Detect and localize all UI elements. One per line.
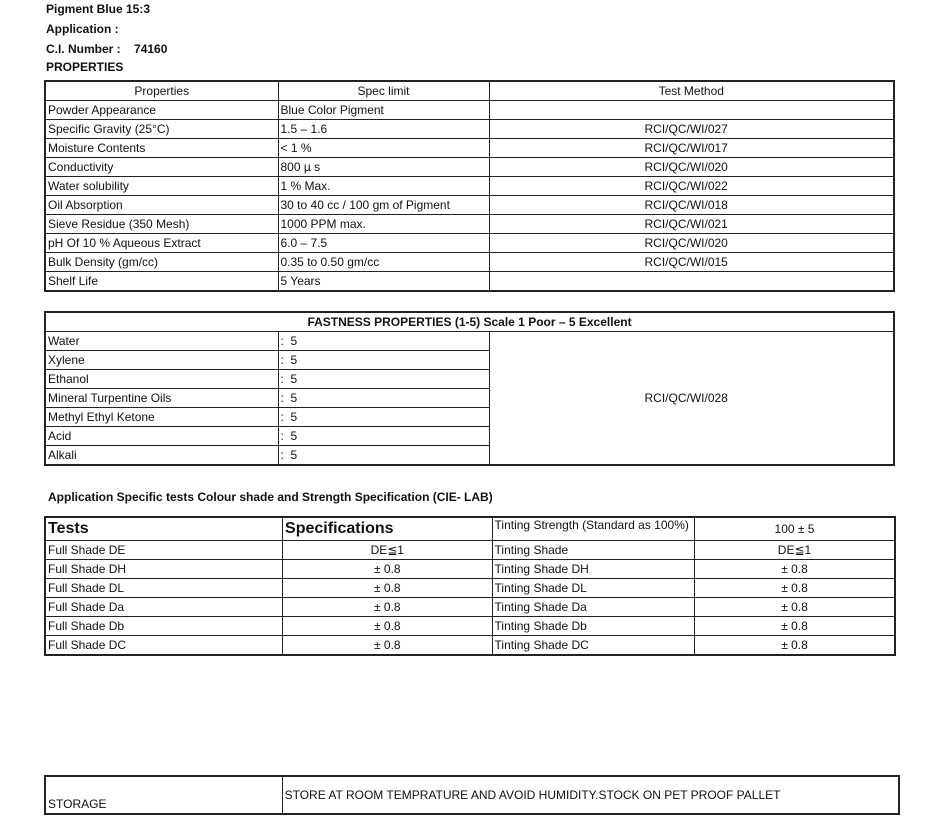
property-name: Oil Absorption (45, 196, 278, 215)
storage-table (44, 775, 900, 815)
spec-limit: < 1 % (278, 139, 489, 158)
tinting-spec: DE≦1 (695, 541, 896, 560)
col-specifications: Specifications (283, 517, 492, 541)
test-method: RCI/QC/WI/018 (489, 196, 894, 215)
properties-label: PROPERTIES (46, 60, 124, 74)
fastness-test-method: RCI/QC/WI/028 (489, 332, 894, 466)
fastness-solvent: Ethanol (45, 370, 278, 389)
ci-number (46, 42, 167, 57)
spec-limit: 0.35 to 0.50 gm/cc (278, 253, 489, 272)
application-table (44, 516, 896, 656)
tinting-spec: ± 0.8 (695, 598, 896, 617)
fastness-value: : 5 (278, 389, 489, 408)
property-name: pH Of 10 % Aqueous Extract (45, 234, 278, 253)
spec-limit: Blue Color Pigment (278, 101, 489, 120)
table-row (45, 541, 895, 560)
fastness-title: FASTNESS PROPERTIES (1-5) Scale 1 Poor – 5 Excellent (45, 312, 894, 332)
fastness-value: : 5 (278, 446, 489, 466)
properties-table (44, 80, 895, 292)
full-shade-test: Full Shade DH (45, 560, 283, 579)
full-shade-test: Full Shade DE (45, 541, 283, 560)
full-shade-spec: ± 0.8 (283, 636, 492, 656)
product-name: Pigment Blue 15:3 (46, 2, 151, 16)
test-method (489, 101, 894, 120)
fastness-solvent: Xylene (45, 351, 278, 370)
property-name: Bulk Density (gm/cc) (45, 253, 278, 272)
test-method: RCI/QC/WI/021 (489, 215, 894, 234)
fastness-solvent: Water (45, 332, 278, 351)
tinting-test: Tinting Shade DL (492, 579, 694, 598)
spec-limit: 1 % Max. (278, 177, 489, 196)
test-method (489, 272, 894, 292)
property-name: Moisture Contents (45, 139, 278, 158)
tint-strength-label: Tinting Strength (Standard as 100%) (492, 517, 694, 541)
table-row (45, 120, 894, 139)
tint-strength-value: 100 ± 5 (695, 517, 896, 541)
table-row (45, 332, 894, 351)
tinting-test: Tinting Shade (492, 541, 694, 560)
full-shade-spec: ± 0.8 (283, 617, 492, 636)
ci-label: C.I. Number : (46, 42, 121, 56)
storage-value: STORE AT ROOM TEMPRATURE AND AVOID HUMIDITY.STOCK ON PET PROOF PALLET (282, 776, 899, 814)
table-row (45, 272, 894, 292)
fastness-solvent: Methyl Ethyl Ketone (45, 408, 278, 427)
property-name: Powder Appearance (45, 101, 278, 120)
tinting-spec: ± 0.8 (695, 636, 896, 656)
col-tests: Tests (45, 517, 283, 541)
fastness-table (44, 311, 895, 466)
table-row (45, 253, 894, 272)
fastness-value: : 5 (278, 351, 489, 370)
table-row (45, 560, 895, 579)
full-shade-test: Full Shade DC (45, 636, 283, 656)
table-row (45, 101, 894, 120)
full-shade-spec: ± 0.8 (283, 579, 492, 598)
application-header-row (45, 517, 895, 541)
property-name: Shelf Life (45, 272, 278, 292)
table-row (45, 158, 894, 177)
tinting-test: Tinting Shade DH (492, 560, 694, 579)
table-row (45, 234, 894, 253)
table-row (45, 636, 895, 656)
spec-limit: 1.5 – 1.6 (278, 120, 489, 139)
test-method: RCI/QC/WI/022 (489, 177, 894, 196)
fastness-value: : 5 (278, 408, 489, 427)
full-shade-test: Full Shade DL (45, 579, 283, 598)
spec-limit: 800 µ s (278, 158, 489, 177)
full-shade-test: Full Shade Db (45, 617, 283, 636)
tinting-test: Tinting Shade Da (492, 598, 694, 617)
tinting-spec: ± 0.8 (695, 617, 896, 636)
col-spec-limit: Spec limit (278, 81, 489, 101)
fastness-solvent: Mineral Turpentine Oils (45, 389, 278, 408)
spec-limit: 6.0 – 7.5 (278, 234, 489, 253)
tinting-test: Tinting Shade DC (492, 636, 694, 656)
tinting-test: Tinting Shade Db (492, 617, 694, 636)
fastness-value: : 5 (278, 427, 489, 446)
test-method: RCI/QC/WI/027 (489, 120, 894, 139)
full-shade-spec: DE≦1 (283, 541, 492, 560)
spec-limit: 30 to 40 cc / 100 gm of Pigment (278, 196, 489, 215)
property-name: Sieve Residue (350 Mesh) (45, 215, 278, 234)
col-properties: Properties (45, 81, 278, 101)
tinting-spec: ± 0.8 (695, 579, 896, 598)
table-row (45, 196, 894, 215)
test-method: RCI/QC/WI/015 (489, 253, 894, 272)
col-test-method: Test Method (489, 81, 894, 101)
spec-limit: 1000 PPM max. (278, 215, 489, 234)
storage-label: STORAGE (45, 776, 282, 814)
table-row (45, 579, 895, 598)
fastness-solvent: Acid (45, 427, 278, 446)
spec-limit: 5 Years (278, 272, 489, 292)
table-row (45, 139, 894, 158)
tinting-spec: ± 0.8 (695, 560, 896, 579)
fastness-solvent: Alkali (45, 446, 278, 466)
full-shade-spec: ± 0.8 (283, 598, 492, 617)
test-method: RCI/QC/WI/017 (489, 139, 894, 158)
property-name: Conductivity (45, 158, 278, 177)
application-title: Application Specific tests Colour shade and Strength Specification (CIE- LAB) (48, 490, 493, 504)
test-method: RCI/QC/WI/020 (489, 234, 894, 253)
storage-row (45, 776, 899, 814)
properties-header-row (45, 81, 894, 101)
property-name: Water solubility (45, 177, 278, 196)
fastness-value: : 5 (278, 332, 489, 351)
table-row (45, 617, 895, 636)
full-shade-spec: ± 0.8 (283, 560, 492, 579)
property-name: Specific Gravity (25°C) (45, 120, 278, 139)
fastness-title-row (45, 312, 894, 332)
table-row (45, 177, 894, 196)
test-method: RCI/QC/WI/020 (489, 158, 894, 177)
full-shade-test: Full Shade Da (45, 598, 283, 617)
fastness-value: : 5 (278, 370, 489, 389)
table-row (45, 215, 894, 234)
ci-value: 74160 (134, 42, 168, 56)
table-row (45, 598, 895, 617)
application-label: Application : (46, 22, 119, 36)
